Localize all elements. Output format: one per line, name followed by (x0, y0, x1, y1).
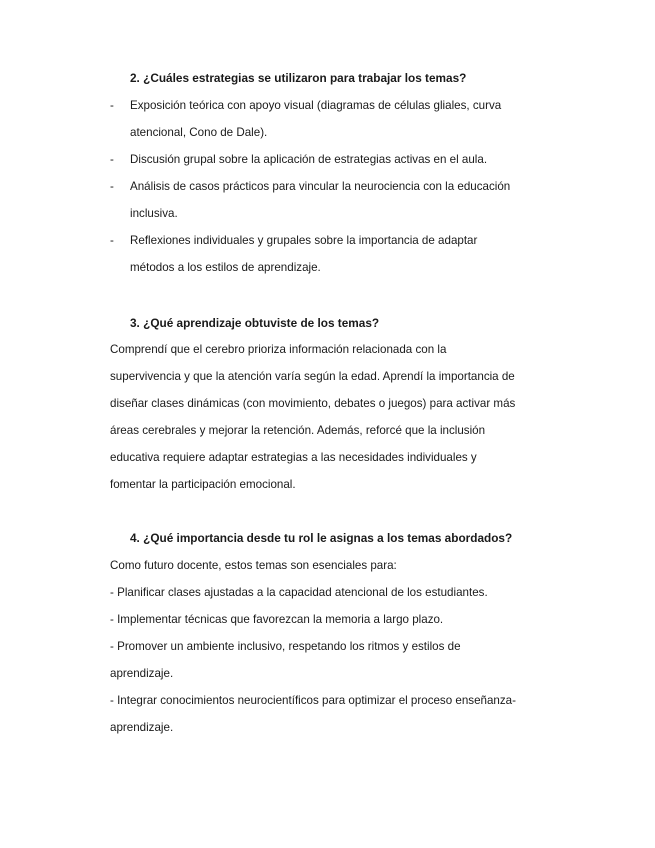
bullet-dash: - (110, 234, 114, 247)
section-3-line-1: Comprendí que el cerebro prioriza información relacionada con la (110, 343, 447, 356)
section-4-line-3: - Implementar técnicas que favorezcan la memoria a largo plazo. (110, 613, 444, 626)
bullet-2-line-1: Discusión grupal sobre la aplicación de estrategias activas en el aula. (130, 153, 488, 166)
section-3-heading: 3. ¿Qué aprendizaje obtuviste de los temas? (130, 316, 380, 330)
section-4-line-4: - Promover un ambiente inclusivo, respetando los ritmos y estilos de (110, 640, 461, 653)
bullet-3-line-2: inclusiva. (130, 207, 178, 220)
bullet-dash: - (110, 99, 114, 112)
section-3-line-4: áreas cerebrales y mejorar la retención. Además, reforcé que la inclusión (110, 424, 486, 437)
section-4-line-7: aprendizaje. (110, 721, 174, 734)
section-3-line-2: supervivencia y que la atención varía según la edad. Aprendí la importancia de (110, 370, 515, 383)
section-4-line-6: - Integrar conocimientos neurocientíficos para optimizar el proceso enseñanza- (110, 694, 516, 707)
section-4-line-2: - Planificar clases ajustadas a la capacidad atencional de los estudiantes. (110, 586, 488, 599)
bullet-dash: - (110, 180, 114, 193)
bullet-3-line-1: Análisis de casos prácticos para vincular la neurociencia con la educación (130, 180, 511, 193)
bullet-1-line-1: Exposición teórica con apoyo visual (diagramas de células gliales, curva (130, 99, 502, 112)
bullet-1-line-2: atencional, Cono de Dale). (130, 126, 268, 139)
bullet-dash: - (110, 153, 114, 166)
section-3-line-3: diseñar clases dinámicas (con movimiento, debates o juegos) para activar más (110, 397, 516, 410)
section-2-heading: 2. ¿Cuáles estrategias se utilizaron para trabajar los temas? (130, 71, 467, 85)
section-4-line-5: aprendizaje. (110, 667, 174, 680)
section-4-line-1: Como futuro docente, estos temas son esenciales para: (110, 559, 397, 572)
section-3-line-6: fomentar la participación emocional. (110, 478, 296, 491)
section-3-line-5: educativa requiere adaptar estrategias a las necesidades individuales y (110, 451, 477, 464)
bullet-4-line-2: métodos a los estilos de aprendizaje. (130, 261, 321, 274)
section-4-heading: 4. ¿Qué importancia desde tu rol le asignas a los temas abordados? (130, 531, 513, 545)
bullet-4-line-1: Reflexiones individuales y grupales sobre la importancia de adaptar (130, 234, 478, 247)
